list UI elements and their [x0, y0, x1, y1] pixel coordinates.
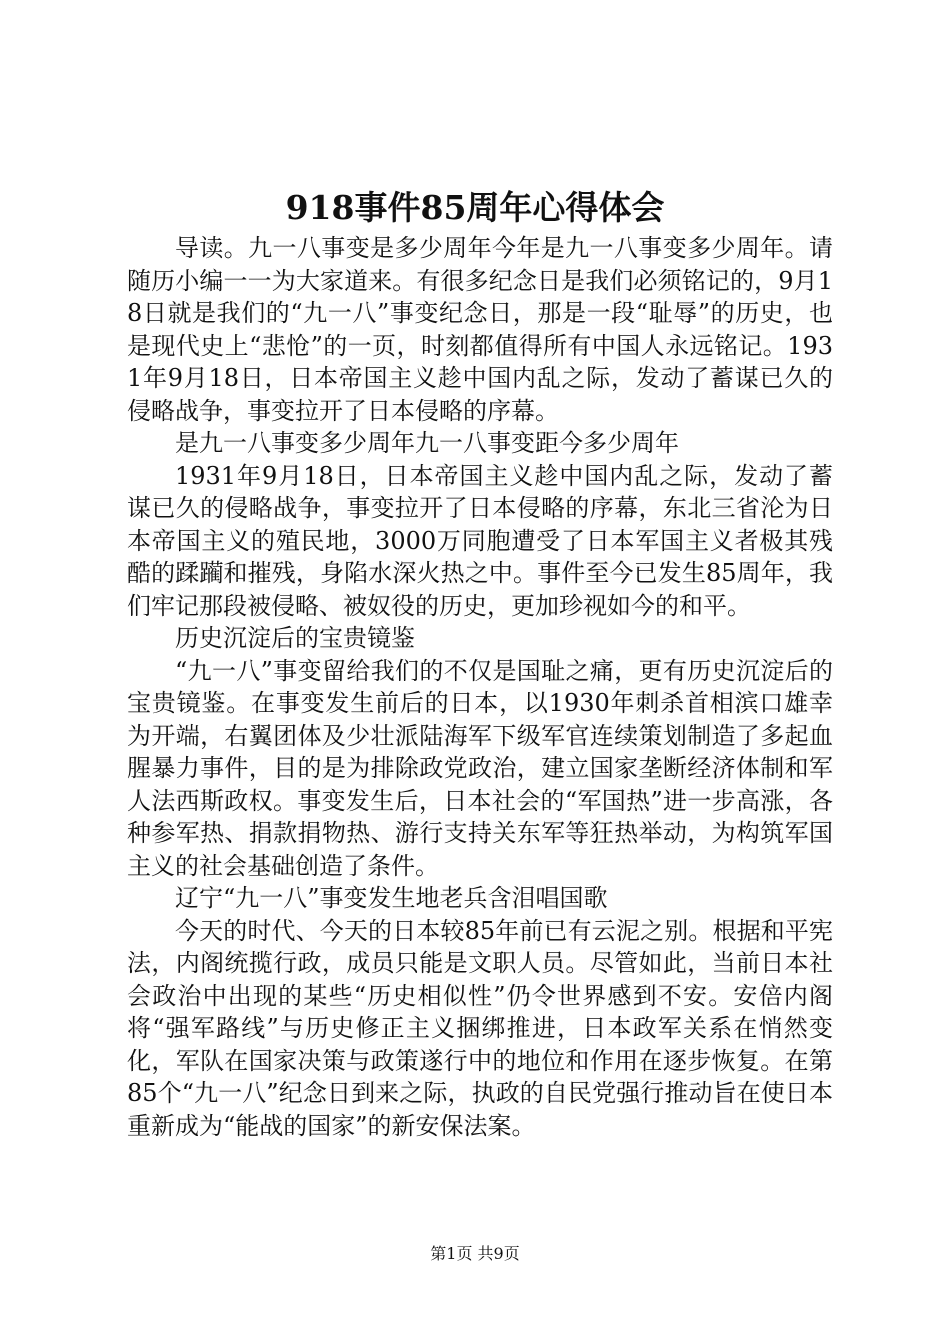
- page-footer: 第1页 共9页: [430, 1244, 520, 1263]
- lessons-paragraph: “九一八”事变留给我们的不仅是国耻之痛，更有历史沉淀后的宝贵镜鉴。在事变发生前后的日本，以1930年刺杀首相滨口雄幸为开端，右翼团体及少壮派陆海军下级军官连续策划制造了多起血腥暴力事件，目的是为排除政党政治，建立国家垄断经济体制和军人法西斯政权。事变发生后，日本社会的“军国热”进一步高涨，各种参军热、捐款捐物热、游行支持关东军等狂热举动，为构筑军国主义的社会基础创造了条件。: [127, 656, 833, 880]
- present-day-paragraph: 今天的时代、今天的日本较85年前已有云泥之别。根据和平宪法，内阁统揽行政，成员只能是文职人员。尽管如此，当前日本社会政治中出现的某些“历史相似性”仍令世界感到不安。安倍内阁将“强军路线”与历史修正主义捆绑推进，日本政军关系在悄然变化，军队在国家决策与政策遂行中的地位和作用在逐步恢复。在第85个“九一八”纪念日到来之际，执政的自民党强行推动旨在使日本重新成为“能战的国家”的新安保法案。: [127, 916, 833, 1140]
- section-heading-anniversary: 是九一八事变多少周年九一八事变距今多少周年: [175, 429, 679, 457]
- document-body: [127, 232, 833, 1142]
- document-title: 918事件85周年心得体会: [285, 188, 665, 227]
- section-heading-veterans: 辽宁“九一八”事变发生地老兵含泪唱国歌: [175, 884, 608, 912]
- anniversary-paragraph: 1931年9月18日，日本帝国主义趁中国内乱之际，发动了蓄谋已久的侵略战争，事变拉开了日本侵略的序幕，东北三省沦为日本帝国主义的殖民地，3000万同胞遭受了日本军国主义者极其残酷的蹂躏和摧残，身陷水深火热之中。事件至今已发生85周年，我们牢记那段被侵略、被奴役的历史，更加珍视如今的和平。: [127, 461, 833, 620]
- intro-paragraph: 导读。九一八事变是多少周年今年是九一八事变多少周年。请随历小编一一为大家道来。有很多纪念日是我们必须铭记的，9月18日就是我们的“九一八”事变纪念日，那是一段“耻辱”的历史，也是现代史上“悲怆”的一页，时刻都值得所有中国人永远铭记。1931年9月18日，日本帝国主义趁中国内乱之际，发动了蓄谋已久的侵略战争，事变拉开了日本侵略的序幕。: [127, 234, 833, 425]
- section-heading-lessons: 历史沉淀后的宝贵镜鉴: [175, 624, 415, 652]
